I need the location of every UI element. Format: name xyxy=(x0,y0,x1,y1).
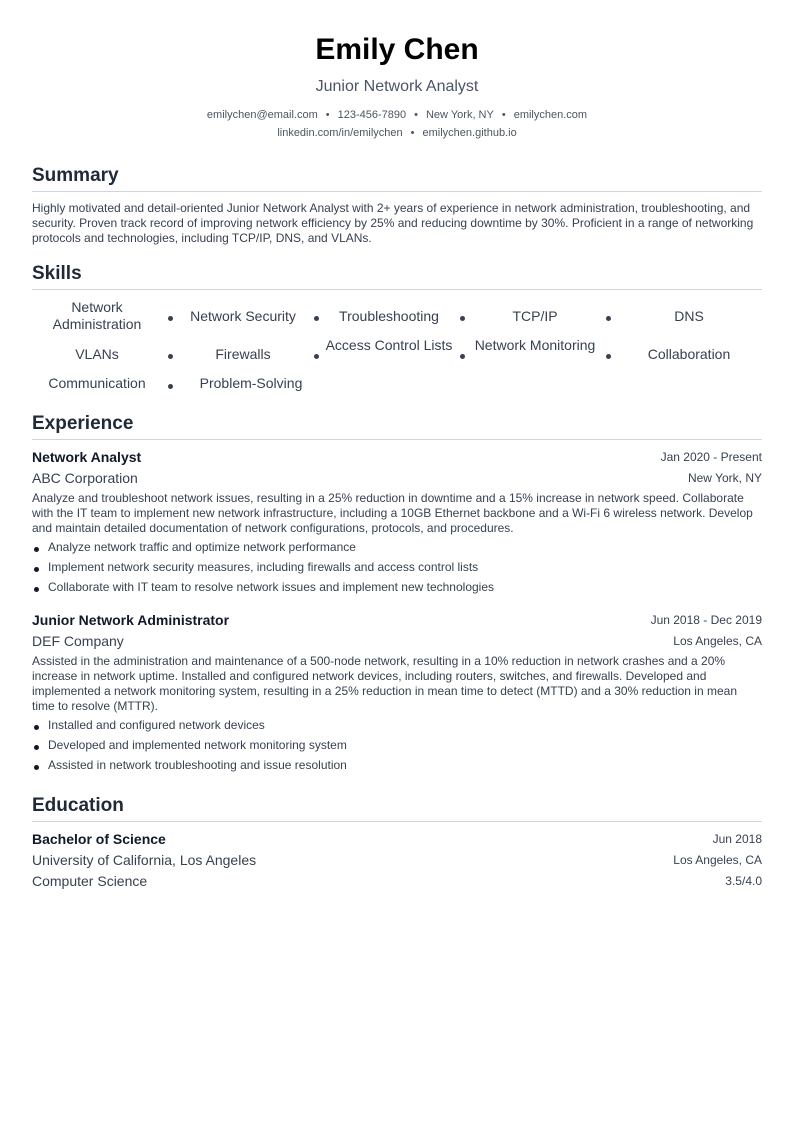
skill-separator xyxy=(168,384,173,389)
skill-separator xyxy=(168,354,173,359)
website-link[interactable]: emilychen.com xyxy=(513,109,588,121)
skill-item: Troubleshooting xyxy=(339,308,439,324)
skill-item: DNS xyxy=(674,308,704,324)
job-description: Analyze and troubleshoot network issues, resulting in a 25% reduction in downtime and a 15% increase in network speed. Collaborate with the IT team to implement new network infrastructure, including a 10GB Ethernet backbone and a Wi-Fi 6 wireless network. Develop and maintain detailed documentation of network configurations, protocols, and procedures. xyxy=(32,491,753,535)
skill-separator xyxy=(314,316,319,321)
bullet-text: Analyze network traffic and optimize network performance xyxy=(48,540,356,554)
candidate-name: Emily Chen xyxy=(315,33,479,66)
skill-separator xyxy=(168,316,173,321)
job-title: Junior Network Administrator xyxy=(32,612,230,628)
bullet-text: Implement network security measures, including firewalls and access control lists xyxy=(48,560,479,574)
summary-heading: Summary xyxy=(32,164,762,192)
linkedin-link[interactable]: linkedin.com/in/emilychen xyxy=(277,127,403,139)
bullet-dot xyxy=(34,745,39,750)
skill-separator xyxy=(460,316,465,321)
bullet-dot xyxy=(34,547,39,552)
job-dates: Jun 2018 - Dec 2019 xyxy=(650,613,762,627)
skill-item: Firewalls xyxy=(215,346,271,362)
gpa: 3.5/4.0 xyxy=(725,874,762,888)
skill-item: Problem-Solving xyxy=(199,375,303,391)
skill-item: TCP/IP xyxy=(512,308,558,324)
bullet-dot xyxy=(34,567,39,572)
location-text: New York, NY xyxy=(425,109,494,121)
job-company: DEF Company xyxy=(32,633,124,649)
bullet-dot xyxy=(34,765,39,770)
job-dates: Jan 2020 - Present xyxy=(660,450,762,464)
major: Computer Science xyxy=(32,873,148,889)
phone-text: 123-456-7890 xyxy=(337,109,407,121)
contact-separator: • xyxy=(501,109,506,121)
bullet-dot xyxy=(34,725,39,730)
school-location: Los Angeles, CA xyxy=(673,853,762,867)
job-location: Los Angeles, CA xyxy=(673,634,762,648)
skill-separator xyxy=(606,316,611,321)
skill-item: Network Administration xyxy=(52,299,142,332)
job-title: Network Analyst xyxy=(32,449,142,465)
skill-separator xyxy=(606,354,611,359)
bullet-dot xyxy=(34,587,39,592)
experience-heading: Experience xyxy=(32,412,762,440)
bullet-text: Developed and implemented network monitoring system xyxy=(48,738,347,752)
bullet-text: Collaborate with IT team to resolve network issues and implement new technologies xyxy=(48,580,495,594)
bullet-text: Assisted in network troubleshooting and issue resolution xyxy=(48,758,347,772)
job-company: ABC Corporation xyxy=(32,470,138,486)
skill-item: Communication xyxy=(48,375,146,391)
contact-separator: • xyxy=(325,109,330,121)
skill-item: Network Monitoring xyxy=(474,337,596,353)
email-link[interactable]: emilychen@email.com xyxy=(206,109,318,121)
school-name: University of California, Los Angeles xyxy=(32,852,257,868)
candidate-title: Junior Network Analyst xyxy=(315,78,479,95)
contact-separator: • xyxy=(410,127,415,139)
graduation-date: Jun 2018 xyxy=(712,832,762,846)
skill-separator xyxy=(460,354,465,359)
skill-separator xyxy=(314,354,319,359)
contact-line-1 xyxy=(32,108,762,122)
github-link[interactable]: emilychen.github.io xyxy=(422,127,517,139)
degree-title: Bachelor of Science xyxy=(32,831,166,847)
education-heading: Education xyxy=(32,794,762,822)
skill-item: Access Control Lists xyxy=(325,337,453,353)
job-location: New York, NY xyxy=(687,471,762,485)
summary-text: Highly motivated and detail-oriented Junior Network Analyst with 2+ years of experience in network administration, troubleshooting, and security. Proven track record of improving network efficiency by 25% and reducing downtime by 30%. Proficient in a range of networking protocols and technologies, including TCP/IP, DNS, and VLANs. xyxy=(32,201,754,245)
skill-item: VLANs xyxy=(75,346,119,362)
skills-heading: Skills xyxy=(32,262,762,290)
contact-line-2 xyxy=(32,126,762,140)
contact-separator: • xyxy=(414,109,418,121)
skill-item: Network Security xyxy=(190,308,296,324)
skill-item: Collaboration xyxy=(647,346,731,362)
bullet-text: Installed and configured network devices xyxy=(48,718,265,732)
job-description: Assisted in the administration and maintenance of a 500-node network, resulting in a 10% reduction in network crashes and a 20% increase in network uptime. Installed and configured network devices, including routers, switches, and firewalls. Developed and implemented a network monitoring system, resulting in a 25% reduction in mean time to detect (MTTD) and a 30% reduction in mean time to resolve (MTTR). xyxy=(32,654,737,713)
